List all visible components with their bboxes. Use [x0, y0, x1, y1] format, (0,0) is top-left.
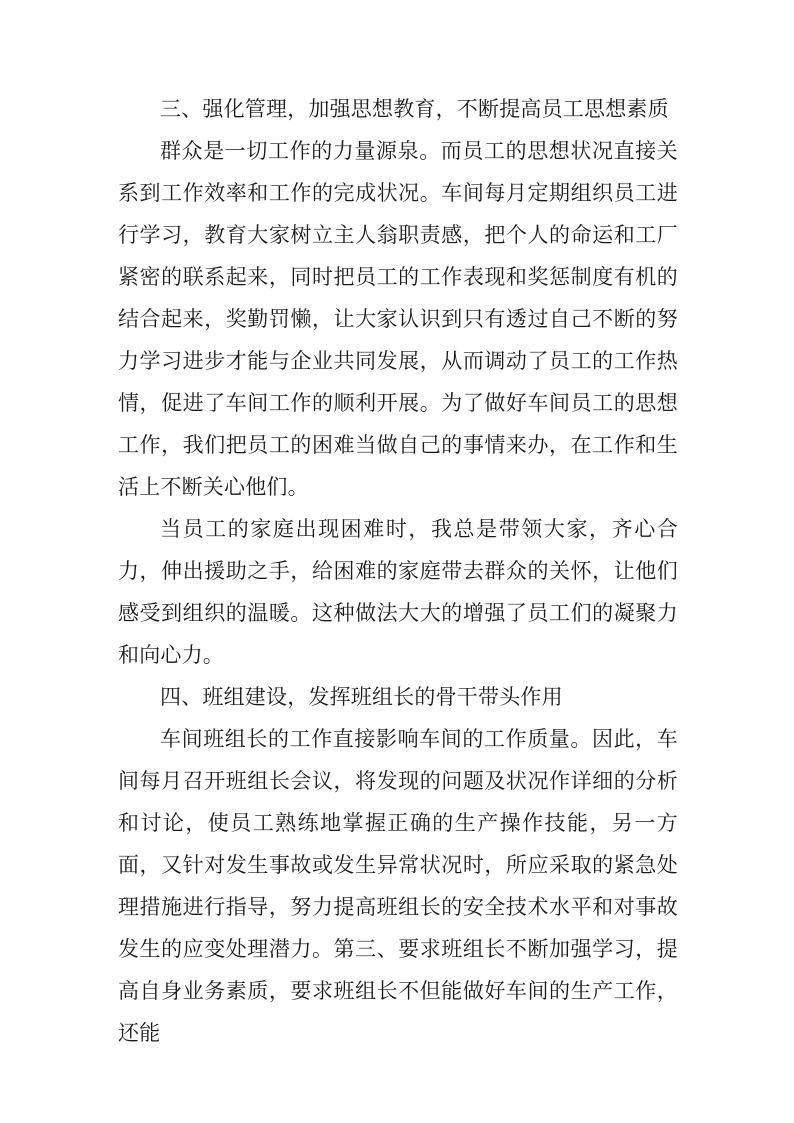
paragraph-family-help: 当员工的家庭出现困难时，我总是带领大家，齐心合力，伸出援助之手，给困难的家庭带去群众的关怀，让他们感受到组织的温暖。这种做法大大的增强了员工们的凝聚力和向心力。: [118, 517, 678, 667]
section-heading-3: 三、强化管理，加强思想教育，不断提高员工思想素质: [160, 97, 669, 121]
paragraph-team-leaders: 车间班组长的工作直接影响车间的工作质量。因此，车间每月召开班组长会议，将发现的问题及状况作详细的分析和讨论，使员工熟练地掌握正确的生产操作技能，另一方面，又针对发生事故或发生异常状况时，所应采取的紧急处理措施进行指导，努力提高班组长的安全技术水平和对事故发生的应变处理潜力。第三、要求班组长不断加强学习，提高自身业务素质，要求班组长不但能做好车间的生产工作，还能: [118, 727, 678, 1045]
document-page: [118, 88, 678, 1054]
section-heading-4: 四、班组建设，发挥班组长的骨干带头作用: [160, 685, 563, 709]
paragraph-masses-source: 群众是一切工作的力量源泉。而员工的思想状况直接关系到工作效率和工作的完成状况。车间每月定期组织员工进行学习，教育大家树立主人翁职责感，把个人的命运和工厂紧密的联系起来，同时把员工的工作表现和奖惩制度有机的结合起来，奖勤罚懒，让大家认识到只有透过自己不断的努力学习进步才能与企业共同发展，从而调动了员工的工作热情，促进了车间工作的顺利开展。为了做好车间员工的思想工作，我们把员工的困难当做自己的事情来办，在工作和生活上不断关心他们。: [118, 139, 678, 499]
